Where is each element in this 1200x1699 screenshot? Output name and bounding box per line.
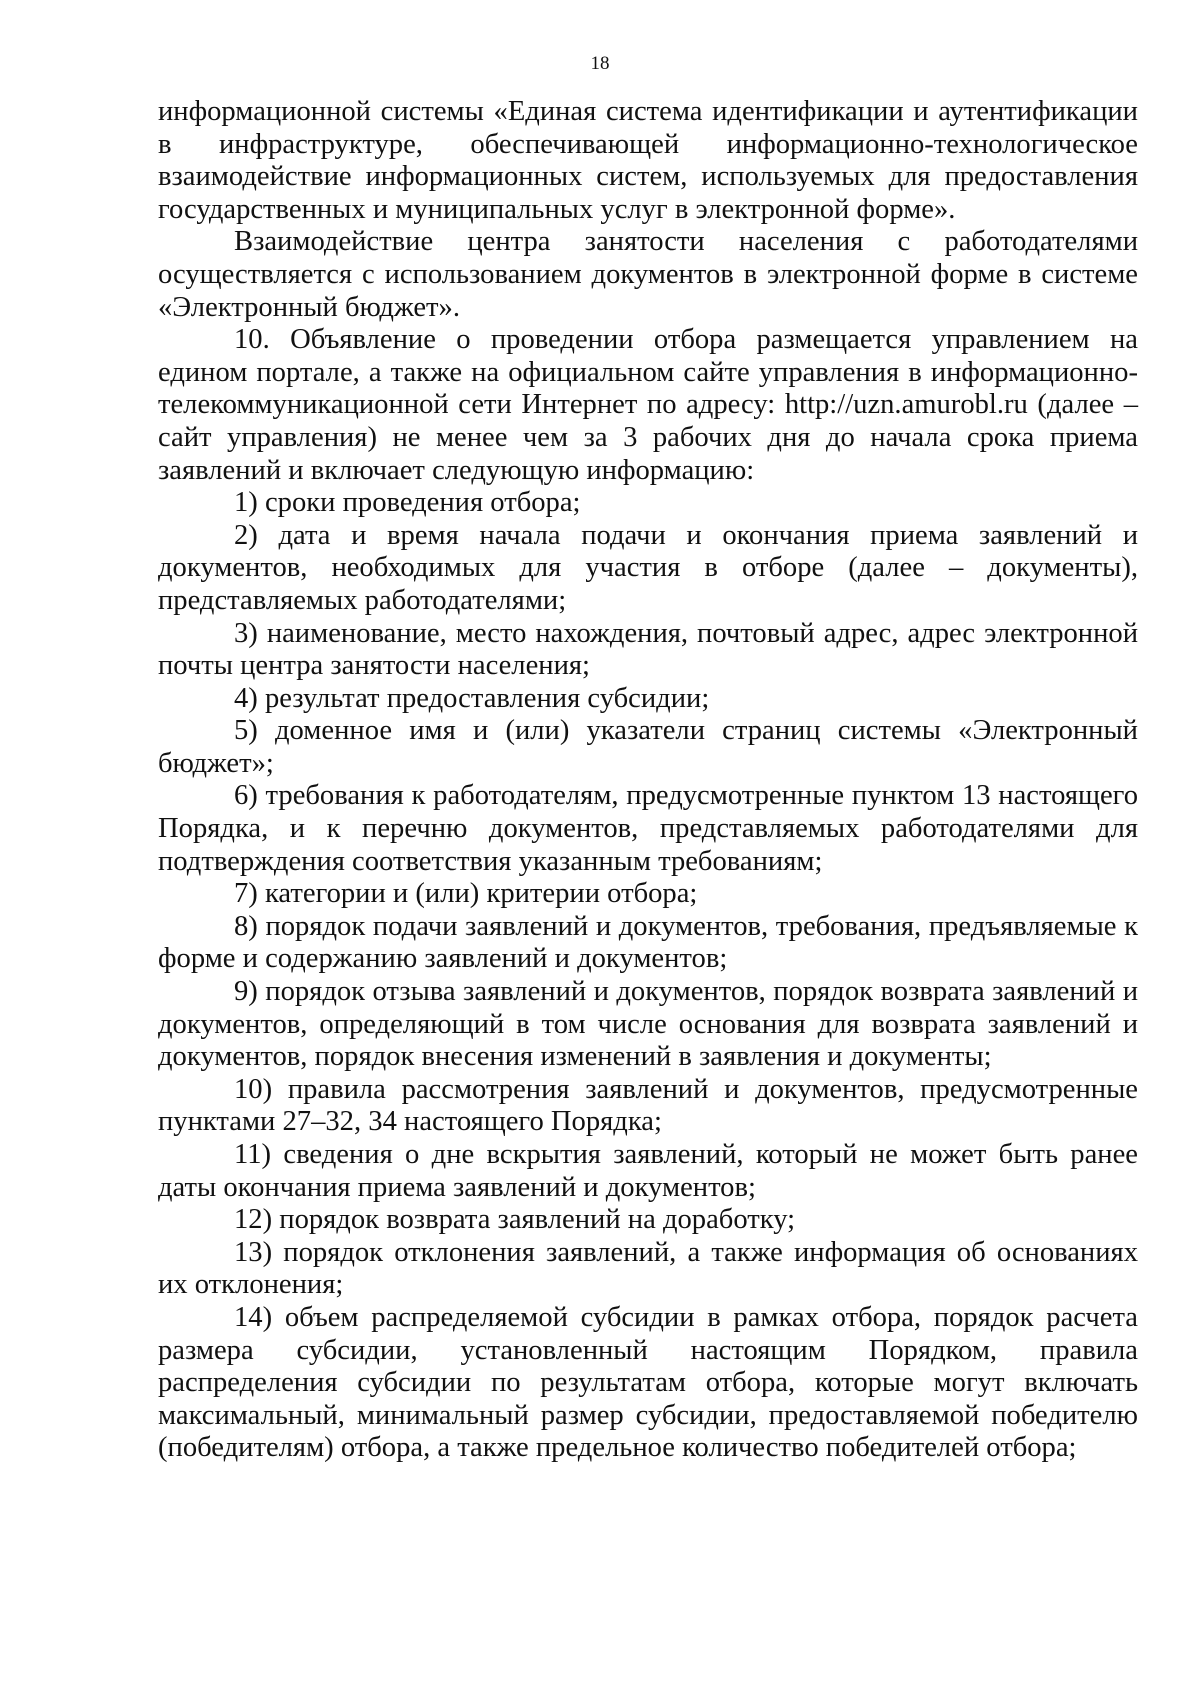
list-item: 10) правила рассмотрения заявлений и документов, предусмотренные пунктами 27–32, 34 настоящего Порядка; [158,1073,1138,1138]
list-item: 9) порядок отзыва заявлений и документов, порядок возврата заявлений и документов, определяющий в том числе основания для возврата заявлений и документов, порядок внесения изменений в заявления и документы; [158,976,1138,1073]
list-item: 11) сведения о дне вскрытия заявлений, который не может быть ранее даты окончания приема заявлений и документов; [158,1139,1138,1203]
paragraph-item-10: 10. Объявление о проведении отбора размещается управлением на едином портале, а также на официальном сайте управления в информационно-телекоммуникационной сети Интернет по адресу: http://uzn.amurobl.ru (далее – сайт управления) не менее чем за 3 рабочих дня до начала срока приема заявлений и включает следующую информацию: [158,324,1138,486]
paragraph-interaction: Взаимодействие центра занятости населения с работодателями осуществляется с использованием документов в электронной форме в системе «Электронный бюджет». [158,226,1138,323]
list-item: 13) порядок отклонения заявлений, а также информация об основаниях их отклонения; [158,1236,1138,1301]
list-item: 6) требования к работодателям, предусмотренные пунктом 13 настоящего Порядка, и к перечню документов, представляемых работодателями для подтверждения соответствия указанным требованиям; [158,780,1138,877]
list-item: 8) порядок подачи заявлений и документов, требования, предъявляемые к форме и содержанию заявлений и документов; [158,910,1138,975]
list-item: 5) доменное имя и (или) указатели страниц системы «Электронный бюджет»; [158,715,1138,779]
page-number: 18 [590,53,610,74]
list-item: 2) дата и время начала подачи и окончания приема заявлений и документов, необходимых для участия в отборе (далее – документы), представляемых работодателями; [158,519,1138,616]
list-item: 7) категории и (или) критерии отбора; [234,878,698,910]
list-item: 12) порядок возврата заявлений на доработку; [234,1204,796,1236]
list-item: 14) объем распределяемой субсидии в рамках отбора, порядок расчета размера субсидии, установленный настоящим Порядком, правила распределения субсидии по результатам отбора, которые могут включать максимальный, минимальный размер субсидии, предоставляемой победителю (победителям) отбора, а также предельное количество победителей отбора; [158,1301,1138,1464]
list-item: 3) наименование, место нахождения, почтовый адрес, адрес электронной почты центра занятости населения; [158,617,1138,682]
list-item: 1) сроки проведения отбора; [234,487,581,519]
list-item: 4) результат предоставления субсидии; [234,682,710,714]
document-body [158,96,1138,1465]
paragraph-continuation: информационной системы «Единая система идентификации и аутентификации в инфраструктуре, обеспечивающей информационно-технологическое взаимодействие информационных систем, используемых для предоставления государственных и муниципальных услуг в электронной форме». [158,96,1138,225]
